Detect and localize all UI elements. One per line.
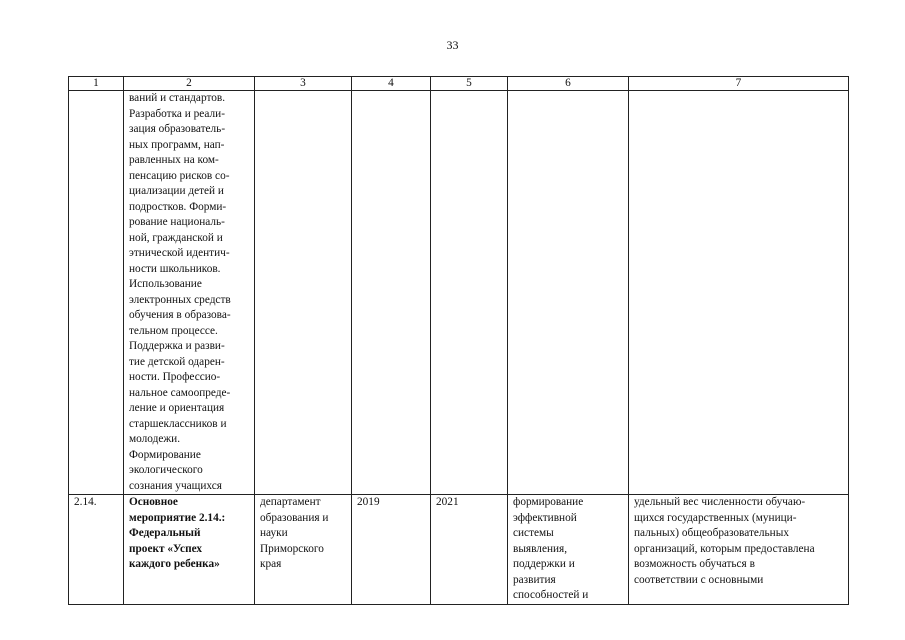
column-header: 4 xyxy=(352,77,431,91)
measure-name-cell: ваний и стандартов. Разработка и реали- зация образователь- ных программ, нап- равленных на ком- пенсацию рисков со- циализации детей и подростков. Форми- рование националь- ной, гражданской и этнической идентич- ности школьников. Использование электронных средств обучения в образова- тельном процессе. Поддержка и разви- тие детской одарен- ности. Профессио- нальное самоопреде- ление и ориентация старшеклассников и молодежи. Формирование экологического сознания учащихся xyxy=(124,91,255,495)
executor-cell xyxy=(255,91,352,495)
executor-cell: департамент образования и науки Приморского края xyxy=(255,495,352,605)
expected-result-cell xyxy=(508,91,629,495)
column-header: 5 xyxy=(431,77,508,91)
page-number: 33 xyxy=(446,38,459,52)
end-year-cell xyxy=(431,91,508,495)
column-header: 1 xyxy=(69,77,124,91)
indicator-cell: удельный вес численности обучаю- щихся государственных (муници- пальных) общеобразовательных организаций, которым предоставлена возможность обучаться в соответствии с основными xyxy=(629,495,849,605)
column-header: 7 xyxy=(629,77,849,91)
expected-result-cell: формирование эффективной системы выявления, поддержки и развития способностей и xyxy=(508,495,629,605)
column-header: 3 xyxy=(255,77,352,91)
end-year-cell: 2021 xyxy=(431,495,508,605)
row-number-cell xyxy=(69,91,124,495)
table-row xyxy=(69,91,849,495)
table-row xyxy=(69,495,849,605)
program-table xyxy=(68,76,849,605)
measure-name-cell: Основное мероприятие 2.14.: Федеральный проект «Успех каждого ребенка» xyxy=(124,495,255,605)
row-number-cell: 2.14. xyxy=(69,495,124,605)
table-header-row xyxy=(69,77,849,91)
start-year-cell: 2019 xyxy=(352,495,431,605)
column-header: 2 xyxy=(124,77,255,91)
column-header: 6 xyxy=(508,77,629,91)
start-year-cell xyxy=(352,91,431,495)
indicator-cell xyxy=(629,91,849,495)
